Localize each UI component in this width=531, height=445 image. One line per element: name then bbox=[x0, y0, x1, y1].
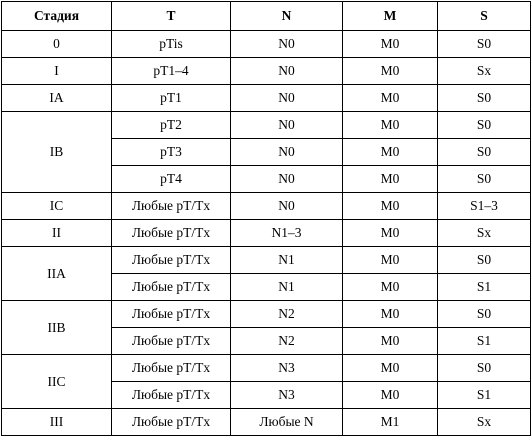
stage-cell: I bbox=[2, 58, 112, 85]
table-row bbox=[2, 355, 531, 382]
t-cell: Любые pT/Tx bbox=[112, 355, 231, 382]
s-cell: S0 bbox=[438, 301, 531, 328]
header-row bbox=[2, 2, 531, 31]
header-t: T bbox=[112, 2, 231, 31]
m-cell: M0 bbox=[343, 31, 438, 58]
m-cell: M0 bbox=[343, 355, 438, 382]
table-row bbox=[2, 409, 531, 436]
n-cell: N0 bbox=[231, 31, 343, 58]
m-cell: M0 bbox=[343, 112, 438, 139]
m-cell: M0 bbox=[343, 139, 438, 166]
n-cell: N3 bbox=[231, 355, 343, 382]
t-cell: Любые pT/Tx bbox=[112, 193, 231, 220]
t-cell: pT3 bbox=[112, 139, 231, 166]
t-cell: Любые pT/Tx bbox=[112, 220, 231, 247]
stage-cell: II bbox=[2, 220, 112, 247]
m-cell: M0 bbox=[343, 328, 438, 355]
s-cell: S1 bbox=[438, 274, 531, 301]
header-stage: Стадия bbox=[2, 2, 112, 31]
n-cell: N0 bbox=[231, 193, 343, 220]
table-row bbox=[2, 31, 531, 58]
n-cell: N1–3 bbox=[231, 220, 343, 247]
s-cell: S1 bbox=[438, 382, 531, 409]
n-cell: N0 bbox=[231, 58, 343, 85]
t-cell: pT1 bbox=[112, 85, 231, 112]
m-cell: M0 bbox=[343, 220, 438, 247]
m-cell: M0 bbox=[343, 382, 438, 409]
s-cell: Sx bbox=[438, 58, 531, 85]
m-cell: M0 bbox=[343, 58, 438, 85]
stage-cell: IIB bbox=[2, 301, 112, 355]
s-cell: S0 bbox=[438, 166, 531, 193]
s-cell: S0 bbox=[438, 112, 531, 139]
n-cell: Любые N bbox=[231, 409, 343, 436]
header-s: S bbox=[438, 2, 531, 31]
t-cell: pT1–4 bbox=[112, 58, 231, 85]
stage-cell: 0 bbox=[2, 31, 112, 58]
stage-cell: IB bbox=[2, 112, 112, 193]
n-cell: N1 bbox=[231, 247, 343, 274]
t-cell: pTis bbox=[112, 31, 231, 58]
n-cell: N0 bbox=[231, 139, 343, 166]
stage-cell: IC bbox=[2, 193, 112, 220]
m-cell: M1 bbox=[343, 409, 438, 436]
n-cell: N3 bbox=[231, 382, 343, 409]
s-cell: Sx bbox=[438, 409, 531, 436]
s-cell: S1 bbox=[438, 328, 531, 355]
table-row bbox=[2, 301, 531, 328]
n-cell: N0 bbox=[231, 166, 343, 193]
s-cell: S0 bbox=[438, 85, 531, 112]
m-cell: M0 bbox=[343, 301, 438, 328]
header-n: N bbox=[231, 2, 343, 31]
t-cell: Любые pT/Tx bbox=[112, 409, 231, 436]
s-cell: S0 bbox=[438, 247, 531, 274]
s-cell: Sx bbox=[438, 220, 531, 247]
stage-cell: IA bbox=[2, 85, 112, 112]
table-row bbox=[2, 85, 531, 112]
stage-cell: IIC bbox=[2, 355, 112, 409]
stage-cell: IIA bbox=[2, 247, 112, 301]
m-cell: M0 bbox=[343, 247, 438, 274]
m-cell: M0 bbox=[343, 85, 438, 112]
n-cell: N2 bbox=[231, 301, 343, 328]
s-cell: S0 bbox=[438, 355, 531, 382]
t-cell: pT2 bbox=[112, 112, 231, 139]
m-cell: M0 bbox=[343, 274, 438, 301]
m-cell: M0 bbox=[343, 166, 438, 193]
table-row bbox=[2, 220, 531, 247]
s-cell: S0 bbox=[438, 31, 531, 58]
s-cell: S1–3 bbox=[438, 193, 531, 220]
m-cell: M0 bbox=[343, 193, 438, 220]
table-row bbox=[2, 193, 531, 220]
t-cell: pT4 bbox=[112, 166, 231, 193]
n-cell: N2 bbox=[231, 328, 343, 355]
s-cell: S0 bbox=[438, 139, 531, 166]
t-cell: Любые pT/Tx bbox=[112, 274, 231, 301]
table-row bbox=[2, 247, 531, 274]
n-cell: N0 bbox=[231, 112, 343, 139]
n-cell: N1 bbox=[231, 274, 343, 301]
table-row bbox=[2, 58, 531, 85]
header-m: M bbox=[343, 2, 438, 31]
t-cell: Любые pT/Tx bbox=[112, 247, 231, 274]
t-cell: Любые pT/Tx bbox=[112, 328, 231, 355]
t-cell: Любые pT/Tx bbox=[112, 382, 231, 409]
t-cell: Любые pT/Tx bbox=[112, 301, 231, 328]
stage-cell: III bbox=[2, 409, 112, 436]
table-row bbox=[2, 112, 531, 139]
n-cell: N0 bbox=[231, 85, 343, 112]
staging-table bbox=[1, 1, 531, 436]
